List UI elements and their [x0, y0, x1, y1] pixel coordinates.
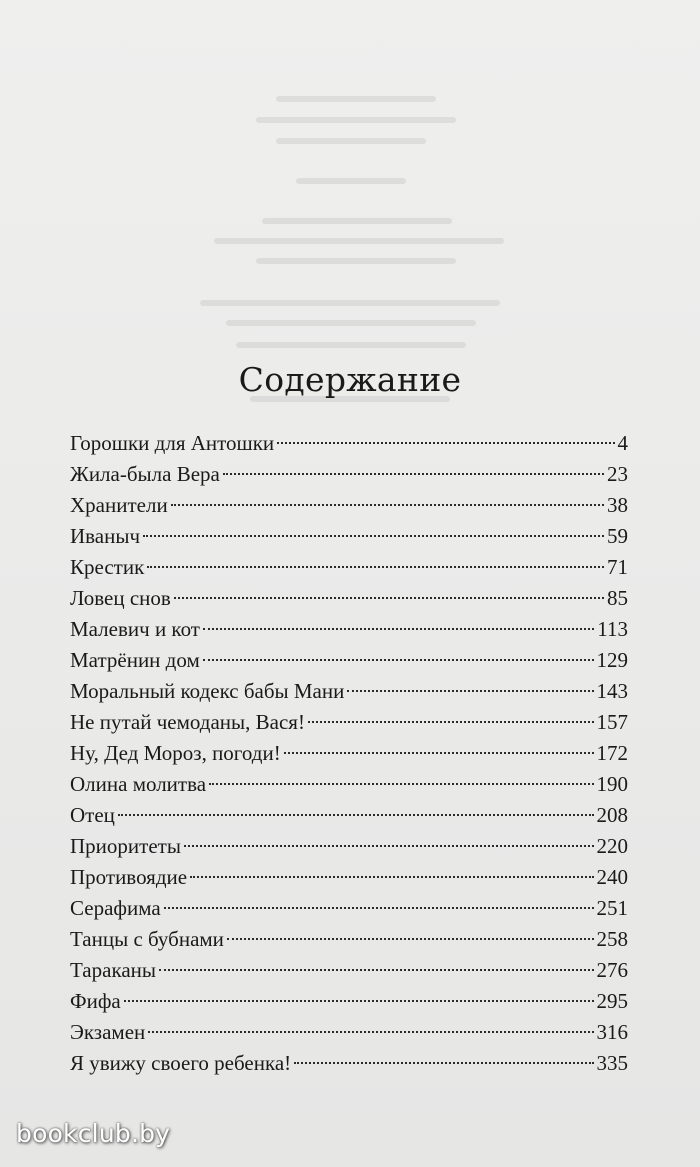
toc-entry	[70, 862, 628, 893]
toc-entry-page: 71	[607, 555, 628, 579]
dot-leader	[174, 597, 604, 599]
toc-entry-title: Тараканы	[70, 958, 156, 982]
toc-entry-page: 258	[596, 927, 628, 951]
toc-entry-title: Матрёнин дом	[70, 648, 200, 672]
toc-entry-title: Олина молитва	[70, 772, 207, 796]
toc-entry-title: Хранители	[70, 493, 168, 517]
toc-entry-page: 23	[607, 462, 628, 486]
toc-entry	[70, 707, 628, 738]
toc-entry-page: 251	[596, 896, 628, 920]
toc-entry-page: 113	[597, 617, 628, 641]
toc-entry-page: 276	[596, 958, 628, 982]
contents-heading: Содержание	[238, 360, 462, 399]
toc-entry-title: Ну, Дед Мороз, погоди!	[70, 741, 281, 765]
toc-entry-title: Отец	[70, 803, 115, 827]
toc-entry-page: 59	[607, 524, 628, 548]
toc-entry-title: Экзамен	[70, 1020, 146, 1044]
watermark-logo: bookclub.by	[16, 1119, 171, 1148]
toc-entry-page: 38	[607, 493, 628, 517]
dot-leader	[147, 566, 604, 568]
toc-entry-page: 4	[617, 431, 628, 455]
toc-entry-title: Танцы с бубнами	[70, 927, 224, 951]
toc-entry	[70, 800, 628, 831]
toc-entry	[70, 955, 628, 986]
toc-entry-title: Моральный кодекс бабы Мани	[70, 679, 345, 703]
dot-leader	[159, 969, 594, 971]
dot-leader	[203, 628, 594, 630]
dot-leader	[184, 845, 594, 847]
toc-entry	[70, 645, 628, 676]
toc-entry-page: 143	[596, 679, 628, 703]
toc-entry	[70, 924, 628, 955]
toc-entry	[70, 676, 628, 707]
toc-entry	[70, 986, 628, 1017]
toc-entry-title: Противоядие	[70, 865, 188, 889]
dot-leader	[171, 504, 604, 506]
toc-entry	[70, 428, 628, 459]
toc-entry-page: 240	[596, 865, 628, 889]
toc-entry-title: Крестик	[70, 555, 145, 579]
toc-entry-title: Фифа	[70, 989, 121, 1013]
toc-entry-title: Ловец снов	[70, 586, 171, 610]
toc-entry	[70, 614, 628, 645]
dot-leader	[308, 721, 594, 723]
toc-entry-page: 85	[607, 586, 628, 610]
toc-entry-page: 220	[596, 834, 628, 858]
toc-entry-title: Приоритеты	[70, 834, 181, 858]
toc-entry-page: 316	[596, 1020, 628, 1044]
dot-leader	[124, 1000, 594, 1002]
toc-entry-title: Иваныч	[70, 524, 141, 548]
toc-entry	[70, 459, 628, 490]
dot-leader	[284, 752, 594, 754]
dot-leader	[209, 783, 593, 785]
toc-entry-title: Горошки для Антошки	[70, 431, 275, 455]
dot-leader	[143, 535, 604, 537]
toc-entry-page: 295	[596, 989, 628, 1013]
toc-entry-page: 157	[596, 710, 628, 734]
dot-leader	[164, 907, 594, 909]
toc-entry-page: 335	[596, 1051, 628, 1075]
toc-entry-page: 190	[596, 772, 628, 796]
dot-leader	[190, 876, 593, 878]
toc-entry-title: Малевич и кот	[70, 617, 200, 641]
toc-entry	[70, 738, 628, 769]
toc-entry	[70, 1048, 628, 1079]
toc-entry	[70, 769, 628, 800]
dot-leader	[118, 814, 594, 816]
toc-entry	[70, 521, 628, 552]
toc-entry-title: Не путай чемоданы, Вася!	[70, 710, 305, 734]
dot-leader	[203, 659, 594, 661]
toc-entry	[70, 831, 628, 862]
toc-entry	[70, 893, 628, 924]
dot-leader	[277, 442, 614, 444]
dot-leader	[223, 473, 604, 475]
dot-leader	[227, 938, 594, 940]
dot-leader	[294, 1062, 593, 1064]
toc-entry-page: 172	[596, 741, 628, 765]
table-of-contents	[70, 428, 628, 1079]
dot-leader	[347, 690, 593, 692]
toc-entry	[70, 490, 628, 521]
toc-entry-page: 129	[596, 648, 628, 672]
toc-entry-title: Жила-была Вера	[70, 462, 220, 486]
toc-entry	[70, 552, 628, 583]
dot-leader	[148, 1031, 593, 1033]
toc-entry-title: Я увижу своего ребенка!	[70, 1051, 292, 1075]
toc-entry	[70, 1017, 628, 1048]
toc-entry-page: 208	[596, 803, 628, 827]
toc-entry-title: Серафима	[70, 896, 161, 920]
toc-entry	[70, 583, 628, 614]
